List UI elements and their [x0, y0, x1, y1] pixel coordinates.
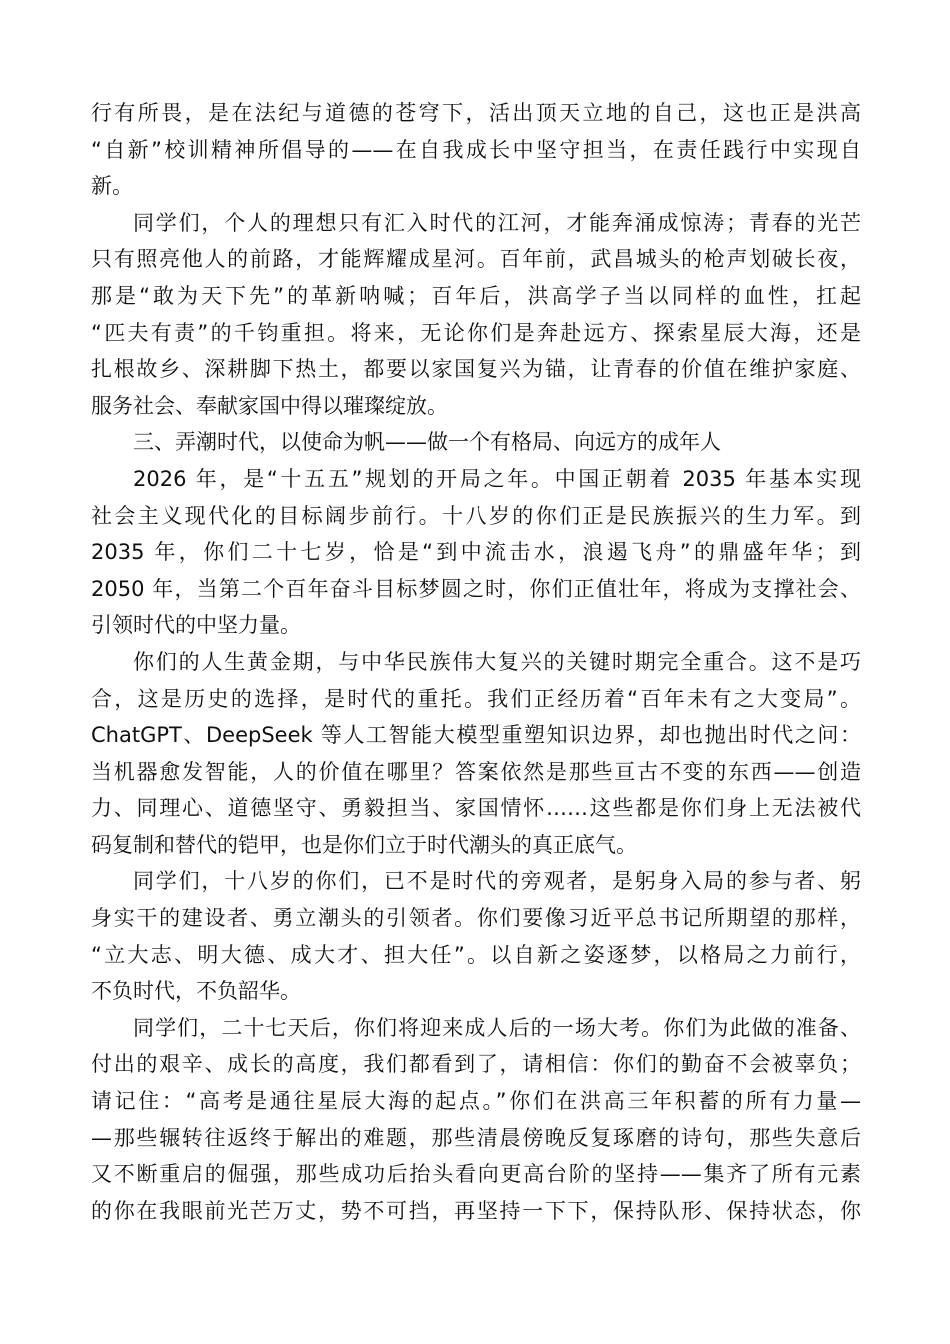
text-line: 只有照亮他人的前路，才能辉耀成星河。百年前，武昌城头的枪声划破长夜， [91, 247, 861, 272]
text-line: 服务社会、奉献家国中得以璀璨绽放。 [91, 393, 448, 418]
text-line: 新。 [91, 174, 133, 199]
text-line: 同学们，十八岁的你们，已不是时代的旁观者，是躬身入局的参与者、躬 [133, 869, 861, 894]
text-line: 社会主义现代化的目标阔步前行。十八岁的你们正是民族振兴的生力军。到 [91, 503, 861, 528]
text-line: 引领时代的中坚力量。 [91, 613, 301, 638]
text-line: 扎根故乡、深耕脚下热土，都要以家国复兴为锚，让青春的价值在维护家庭、 [91, 357, 861, 382]
text-line: 同学们，二十七天后，你们将迎来成人后的一场大考。你们为此做的准备、 [133, 1015, 861, 1040]
text-line: —那些辗转往返终于解出的难题，那些清晨傍晚反复琢磨的诗句，那些失意后 [91, 1125, 861, 1150]
text-line: 的你在我眼前光芒万丈，势不可挡，再坚持一下下，保持队形、保持状态，你 [91, 1198, 861, 1223]
text-line: 同学们，个人的理想只有汇入时代的江河，才能奔涌成惊涛；青春的光芒 [133, 210, 861, 235]
text-line: 2035 年，你们二十七岁，恰是“到中流击水，浪遏飞舟”的鼎盛年华；到 [91, 540, 861, 565]
text-line: 又不断重启的倔强，那些成功后抬头看向更高台阶的坚持——集齐了所有元素 [91, 1162, 861, 1187]
text-line: 2026 年，是“十五五”规划的开局之年。中国正朝着 2035 年基本实现 [133, 466, 861, 491]
text-line: 合，这是历史的选择，是时代的重托。我们正经历着“百年未有之大变局”。 [91, 686, 861, 711]
text-line: “匹夫有责”的千钧重担。将来，无论你们是奔赴远方、探索星辰大海，还是 [91, 320, 861, 345]
body-text [91, 95, 861, 1229]
text-line: 付出的艰辛、成长的高度，我们都看到了，请相信：你们的勤奋不会被辜负； [91, 1052, 861, 1077]
text-line: “立大志、明大德、成大才、担大任”。以自新之姿逐梦，以格局之力前行， [91, 942, 861, 967]
text-line: 你们的人生黄金期，与中华民族伟大复兴的关键时期完全重合。这不是巧 [133, 649, 861, 674]
section-heading: 三、弄潮时代，以使命为帆——做一个有格局、向远方的成年人 [133, 430, 721, 455]
text-line: 行有所畏，是在法纪与道德的苍穹下，活出顶天立地的自己，这也正是洪高 [91, 101, 861, 125]
text-line: 力、同理心、道德坚守、勇毅担当、家国情怀……这些都是你们身上无法被代 [91, 796, 861, 821]
text-line: 不负时代，不负韶华。 [91, 979, 301, 1004]
text-line: ChatGPT、DeepSeek 等人工智能大模型重塑知识边界，却也抛出时代之问： [91, 723, 861, 748]
text-line: 那是“敢为天下先”的革新呐喊；百年后，洪高学子当以同样的血性，扛起 [91, 283, 861, 308]
text-line: 2050 年，当第二个百年奋斗目标梦圆之时，你们正值壮年，将成为支撑社会、 [91, 576, 861, 601]
text-line: 码复制和替代的铠甲，也是你们立于时代潮头的真正底气。 [91, 832, 637, 857]
text-line: “自新”校训精神所倡导的——在自我成长中坚守担当，在责任践行中实现自 [91, 137, 861, 162]
text-line: 当机器愈发智能，人的价值在哪里？答案依然是那些亘古不变的东西——创造 [91, 759, 861, 784]
text-line: 身实干的建设者、勇立潮头的引领者。你们要像习近平总书记所期望的那样， [91, 906, 861, 931]
text-line: 请记住：“高考是通往星辰大海的起点。”你们在洪高三年积蓄的所有力量— [91, 1089, 861, 1114]
